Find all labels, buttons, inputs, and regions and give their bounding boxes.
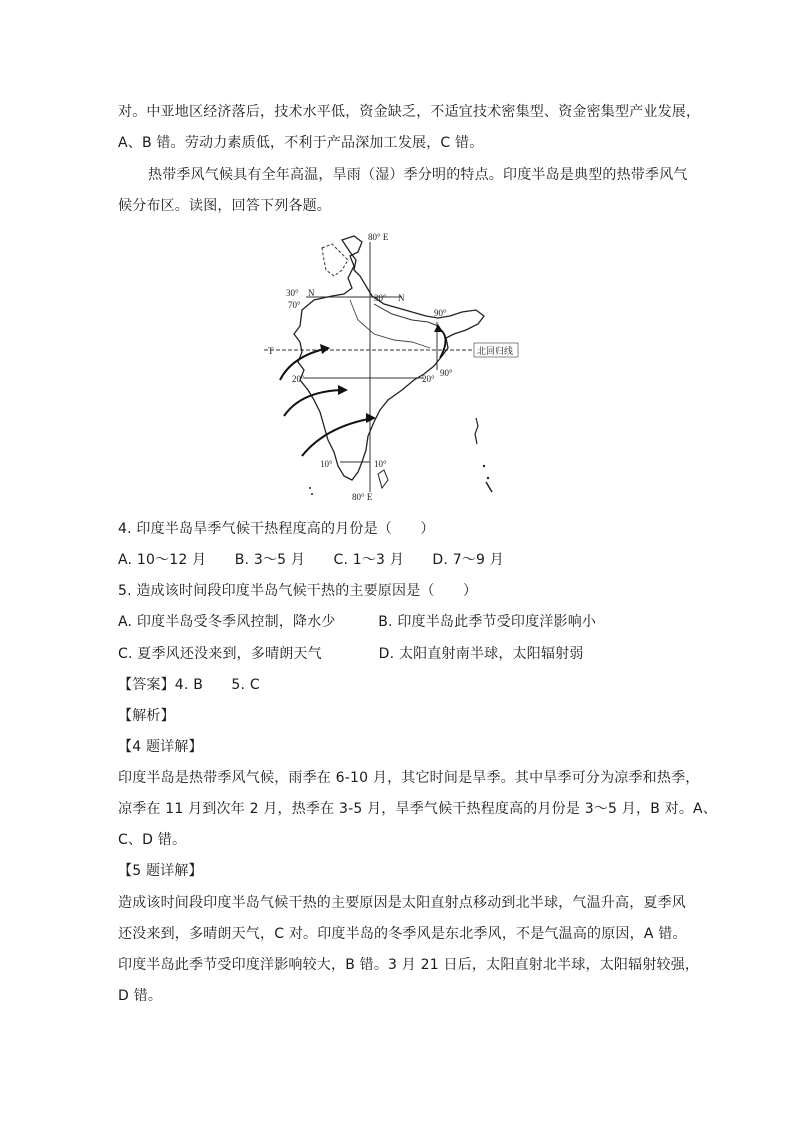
q5-detail-line-1: 造成该时间段印度半岛气候干热的主要原因是太阳直射点移动到北半球，气温升高，夏季风 [118,895,686,911]
paragraph-1-line-2: A、B 错。劳动力素质低，不利于产品深加工发展，C 错。 [118,135,484,151]
sri-lanka [378,470,388,488]
arrowhead-middle [338,385,348,395]
label-30-left: 30° [286,288,299,298]
q5-detail-line-3: 印度半岛此季节受印度洋影响较大，B 错。3 月 21 日后，太阳直射北半球，太阳辐射较强， [118,957,700,973]
paragraph-2-line-1: 热带季风气候具有全年高温，旱雨（湿）季分明的特点。印度半岛是典型的热带季风气 [148,167,688,183]
maldives-dot [309,487,311,489]
arrowhead-north [320,344,330,354]
label-n-left: N [308,288,315,298]
analysis-label: 【解析】 [118,708,175,724]
question-5-options-ab: A. 印度半岛受冬季风控制，降水少 B. 印度半岛此季节受印度洋影响小 [118,614,597,630]
nepal-boundary [374,304,438,326]
label-70: 70° [288,300,301,310]
label-30-right: 30° [374,293,387,303]
nicobar-dot-2 [487,477,489,479]
label-90-top: 90° [434,308,447,318]
q5-detail-line-4: D 错。 [118,988,163,1004]
kashmir-detail [322,244,348,276]
paragraph-1-line-1: 对。中亚地区经济落后，技术水平低，资金缺乏，不适宜技术密集型、资金密集型产业发展， [118,104,701,120]
q4-detail-line-2: 凉季在 11 月到次年 2 月，热季在 3-5 月，旱季气候干热程度高的月份是 3～5 月，B 对。A、 [118,801,718,817]
label-20-right: 20° [422,374,435,384]
label-20-left: 20° [292,374,305,384]
q5-detail-line-2: 还没来到，多晴朗天气，C 对。印度半岛的冬季风是东北季风，不是气温高的原因，A 错。 [118,926,687,942]
label-tropic: 北回归线 [477,346,514,356]
label-10-right: 10° [374,459,387,469]
question-4: 4. 印度半岛旱季气候干热程度高的月份是（ ） [118,521,435,537]
label-80e-top: 80° E [368,232,389,242]
india-outline [294,236,484,480]
q4-detail-label: 【4 题详解】 [118,739,203,755]
label-80e-bottom: 80° E [352,492,373,502]
question-5: 5. 造成该时间段印度半岛气候干热的主要原因是（ ） [118,583,478,599]
nicobar-dot-1 [483,465,485,467]
answer-line: 【答案】4. B 5. C [118,677,260,693]
label-t-left: T [268,346,274,356]
maldives-dot-2 [311,493,313,495]
q5-detail-label: 【5 题详解】 [118,863,203,879]
nicobar-mark [486,482,492,492]
q4-detail-line-3: C、D 错。 [118,832,187,848]
india-monsoon-map [262,230,527,505]
question-4-options: A. 10～12 月 B. 3～5 月 C. 1～3 月 D. 7～9 月 [118,552,504,568]
monsoon-arrow-south [302,418,374,456]
andaman-islands [475,418,478,444]
label-n-right: N [398,293,405,303]
label-10-left: 10° [320,459,333,469]
paragraph-2-line-2: 候分布区。读图，回答下列各题。 [118,198,331,214]
ganges-line [350,300,430,348]
question-5-options-cd: C. 夏季风还没来到，多晴朗天气 D. 太阳直射南半球，太阳辐射弱 [118,646,584,662]
label-90-bottom: 90° [440,368,453,378]
q4-detail-line-1: 印度半岛是热带季风气候，雨季在 6-10 月，其它时间是旱季。其中旱季可分为凉季和热季， [118,770,700,786]
